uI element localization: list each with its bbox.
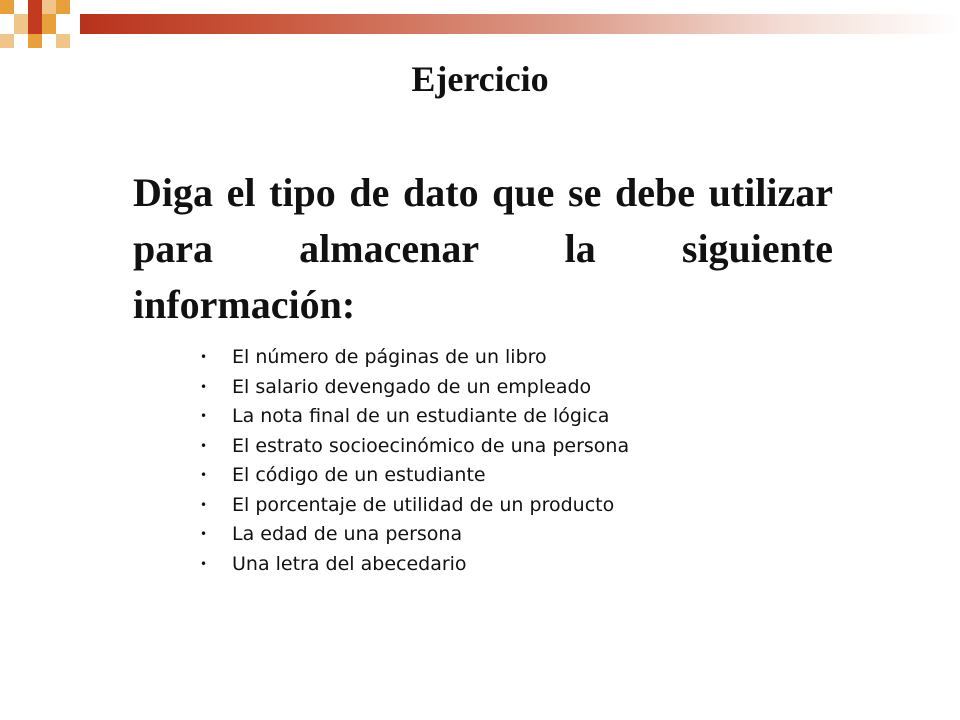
header-decoration — [0, 0, 80, 60]
bullet-icon: • — [200, 497, 208, 512]
decor-square — [42, 14, 56, 34]
list-item — [200, 343, 629, 373]
decor-square — [0, 0, 14, 14]
decor-square — [0, 34, 14, 48]
list-item — [200, 491, 629, 521]
list-item-text: El número de páginas de un libro — [232, 346, 547, 368]
decor-square — [28, 14, 42, 34]
item-list — [200, 343, 629, 579]
list-item-text: La edad de una persona — [232, 523, 463, 545]
decor-square — [56, 34, 70, 48]
list-item — [200, 550, 629, 580]
list-item-text: La nota final de un estudiante de lógica — [232, 405, 610, 427]
list-item-text: El código de un estudiante — [232, 464, 486, 486]
bullet-icon: • — [200, 379, 208, 394]
bullet-icon: • — [200, 409, 208, 423]
list-item — [200, 432, 629, 462]
decor-square — [28, 0, 42, 14]
list-item-text: El salario devengado de un empleado — [232, 375, 592, 398]
list-item-text: El estrato socioecinómico de una persona — [232, 434, 630, 457]
bullet-icon: • — [200, 438, 208, 453]
list-item-text: El porcentaje de utilidad de un producto — [232, 493, 615, 516]
decor-square — [56, 0, 70, 14]
bullet-icon: • — [200, 350, 208, 364]
decor-square — [42, 0, 56, 14]
decor-square — [28, 34, 42, 48]
list-item — [200, 461, 629, 491]
bullet-icon: • — [200, 468, 208, 482]
bullet-icon: • — [200, 527, 208, 541]
header-gradient-band — [80, 14, 960, 34]
list-item — [200, 520, 629, 550]
decor-square — [14, 14, 28, 34]
list-item — [200, 402, 629, 432]
bullet-icon: • — [200, 556, 208, 571]
exercise-prompt: Diga el tipo de dato que se debe utilizar para almacenar la siguiente información: — [133, 170, 833, 327]
slide-title: Ejercicio — [411, 59, 549, 99]
list-item-text: Una letra del abecedario — [232, 552, 467, 575]
list-item — [200, 373, 629, 403]
